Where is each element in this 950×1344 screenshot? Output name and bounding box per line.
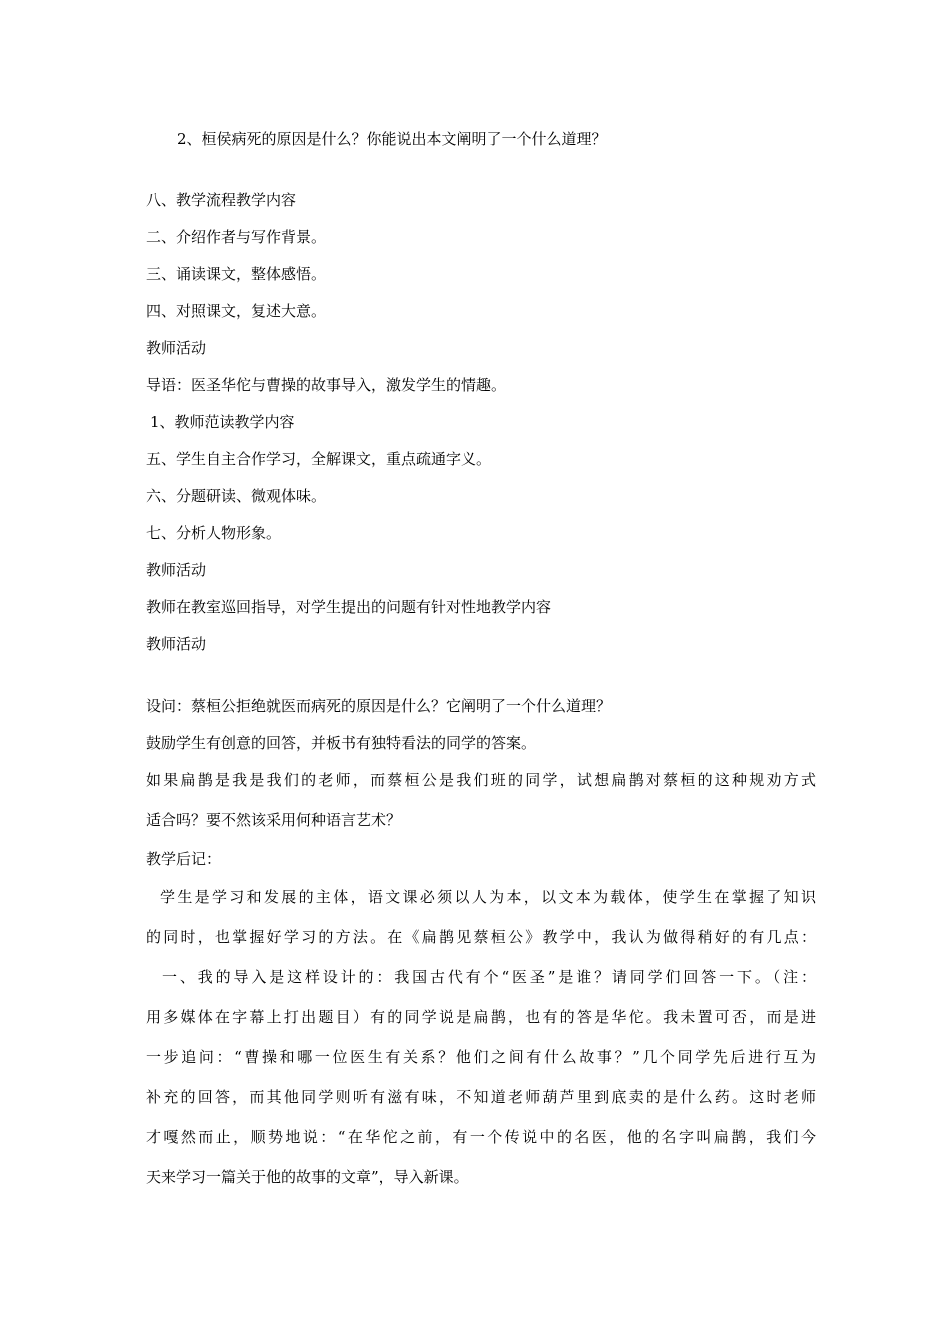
text-line: 如果扁鹊是我是我们的老师，而蔡桓公是我们班的同学，试想扁鹊对蔡桓的这种规劝方式 — [146, 771, 816, 789]
text-line: 三、诵读课文，整体感悟。 — [146, 265, 327, 283]
text-line: 一、我的导入是这样设计的：我国古代有个“医圣”是谁？请同学们回答一下。（注： — [162, 968, 816, 986]
text-line: 七、分析人物形象。 — [146, 524, 282, 542]
text-line: 补充的回答，而其他同学则听有滋有味，不知道老师葫芦里到底卖的是什么药。这时老师 — [146, 1088, 816, 1106]
section-heading: 八、教学流程教学内容 — [146, 191, 297, 209]
text-line: 教师在教室巡回指导，对学生提出的问题有针对性地教学内容 — [146, 598, 552, 616]
text-line: 鼓励学生有创意的回答，并板书有独特看法的同学的答案。 — [146, 734, 537, 752]
text-line: 教师活动 — [146, 635, 207, 653]
text-line: 才嘎然而止，顺势地说：“在华佗之前，有一个传说中的名医，他的名字叫扁鹊，我们今 — [146, 1128, 816, 1146]
text-line: 适合吗？要不然该采用何种语言艺术？ — [146, 811, 402, 829]
text-line: 用多媒体在字幕上打出题目）有的同学说是扁鹊，也有的答是华佗。我未置可否，而是进 — [146, 1008, 816, 1026]
text-line: 1、教师范读教学内容 — [150, 413, 295, 431]
text-line: 教师活动 — [146, 561, 207, 579]
text-line: 学生是学习和发展的主体，语文课必须以人为本，以文本为载体，使学生在掌握了知识 — [160, 888, 816, 906]
text-line: 教师活动 — [146, 339, 207, 357]
text-line: 教学后记： — [146, 850, 222, 868]
text-line: 天来学习一篇关于他的故事的文章”，导入新课。 — [146, 1168, 469, 1186]
text-line: 设问：蔡桓公拒绝就医而病死的原因是什么？它阐明了一个什么道理？ — [146, 697, 612, 715]
text-line: 的同时，也掌握好学习的方法。在《扁鹊见蔡桓公》教学中，我认为做得稍好的有几点： — [146, 928, 816, 946]
text-line: 2、桓侯病死的原因是什么？你能说出本文阐明了一个什么道理？ — [162, 130, 607, 148]
text-line: 一步追问：“曹操和哪一位医生有关系？他们之间有什么故事？”几个同学先后进行互为 — [146, 1048, 816, 1066]
text-line: 四、对照课文，复述大意。 — [146, 302, 327, 320]
text-line: 二、介绍作者与写作背景。 — [146, 228, 327, 246]
text-line: 五、学生自主合作学习，全解课文，重点疏通字义。 — [146, 450, 492, 468]
text-line: 六、分题研读、微观体味。 — [146, 487, 327, 505]
text-line: 导语：医圣华佗与曹操的故事导入，激发学生的情趣。 — [146, 376, 507, 394]
